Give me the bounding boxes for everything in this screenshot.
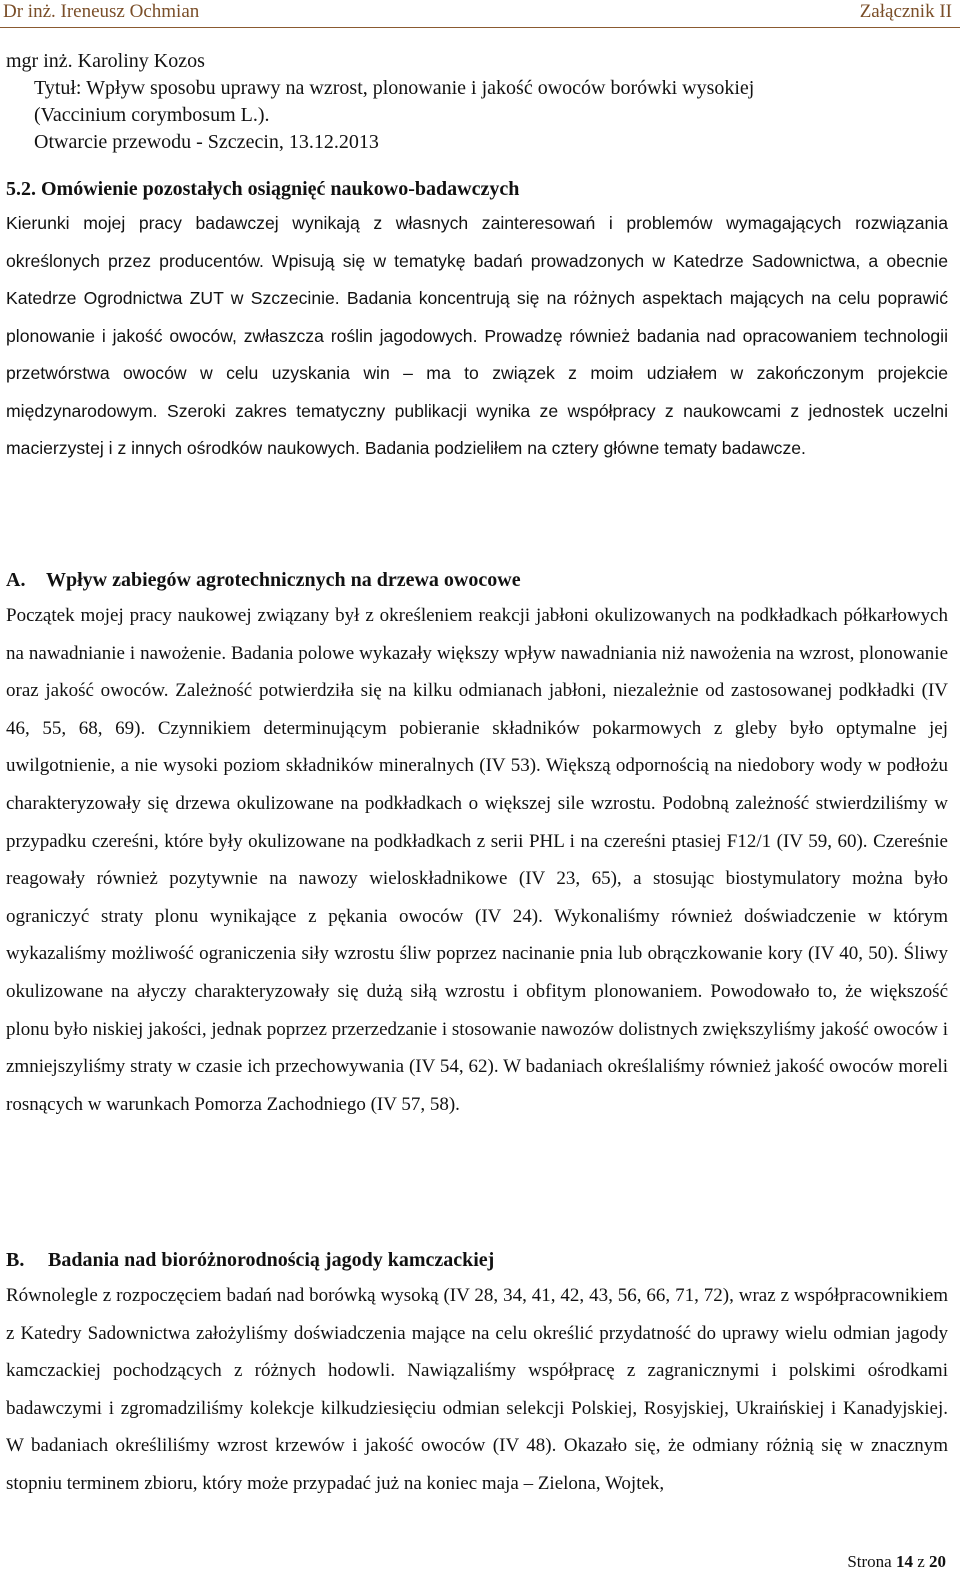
header-attachment: Załącznik II bbox=[859, 1, 952, 22]
thesis-reference bbox=[6, 48, 948, 156]
section-paragraph: Początek mojej pracy naukowej związany był z określeniem reakcji jabłoni okulizowanych na podkładkach półkarłowych na nawadnianie i nawożenie. Badania polowe wykazały większy wpływ nawadniania niż nawożenia na wzrost, plonowanie oraz jakość owoców. Zależność potwierdziła się na kilku odmianach jabłoni, niezależnie od zastosowanej podkładki (IV 46, 55, 68, 69). Czynnikiem determinującym pobieranie składników pokarmowych z gleby było optymalne jej uwilgotnienie, a nie wysoki poziom składników mineralnych (IV 53). Większą odpornością na niedobory wody w podłożu charakteryzowały się drzewa okulizowane na podkładkach o większej sile wzrostu. Podobną zależność stwierdziliśmy w przypadku czereśni, które były okulizowane na podkładkach z serii PHL i na czereśni ptasiej F12/1 (IV 59, 60). Czereśnie reagowały również pozytywnie na nawozy wieloskładnikowe (IV 23, 65), a stosując biostymulatory można było ograniczyć straty plonu wynikające z pękania owoców (IV 24). Wykonaliśmy również doświadczenie w którym wykazaliśmy możliwość ograniczenia siły wzrostu śliw poprzez nacinanie pnia lub obrączkowanie kory (IV 40, 50). Śliwy okulizowane na ałyczy charakteryzowały się dużą siłą wzrostu i obfitym plonowaniem. Powodowało to, że większość plonu było niskiej jakości, jednak poprzez przerzedzanie i stosowanie nawozów dolistnych zwiększyliśmy jakość owoców i zmniejszyliśmy straty w czasie ich przechowywania (IV 54, 62). W badaniach określaliśmy również jakość owoców moreli rosnących w warunkach Pomorza Zachodniego (IV 57, 58). bbox=[6, 605, 948, 1115]
page-separator: z bbox=[917, 1552, 925, 1571]
thesis-title-cont: (Vaccinium corymbosum L.). bbox=[34, 104, 270, 126]
page-number bbox=[847, 1552, 946, 1572]
section-5-2 bbox=[6, 176, 948, 468]
header-author: Dr inż. Ireneusz Ochmian bbox=[3, 1, 200, 22]
section-b bbox=[6, 1245, 948, 1503]
page-prefix: Strona bbox=[847, 1552, 892, 1571]
page-header bbox=[0, 0, 960, 28]
section-paragraph: Równolegle z rozpoczęciem badań nad borówką wysoką (IV 28, 34, 41, 42, 43, 56, 66, 71, 72), wraz z współpracownikiem z Katedry Sadownictwa założyliśmy doświadczenia mające na celu określić przydatność do uprawy wielu odmian jagody kamczackiej pochodzących z różnych hodowli. Nawiązaliśmy współpracę z zagranicznymi i polskimi ośrodkami badawczymi i zgromadziliśmy kolekcje kilkudziesięciu odmian selekcji Polskiej, Rosyjskiej, Ukraińskiej i Kanadyjskiej. W badaniach określiliśmy wzrost krzewów i jakość owoców (IV 48). Okazało się, że odmiany różnią się w znacznym stopniu terminem zbioru, który może przypadać już na koniec maja – Zielona, Wojtek, bbox=[6, 1285, 948, 1494]
thesis-title: Tytuł: Wpływ sposobu uprawy na wzrost, plonowanie i jakość owoców borówki wysokiej bbox=[34, 77, 755, 99]
section-label: A. bbox=[6, 569, 26, 591]
header-divider bbox=[0, 27, 960, 28]
section-title: Wpływ zabiegów agrotechnicznych na drzewa owocowe bbox=[46, 569, 521, 591]
supervisee-name: mgr inż. Karoliny Kozos bbox=[6, 50, 205, 72]
thesis-opening: Otwarcie przewodu - Szczecin, 13.12.2013 bbox=[34, 131, 379, 153]
total-pages: 20 bbox=[929, 1552, 946, 1571]
section-heading: 5.2. Omówienie pozostałych osiągnięć naukowo-badawczych bbox=[6, 178, 520, 200]
section-heading bbox=[6, 565, 948, 595]
section-heading bbox=[6, 1245, 948, 1275]
section-paragraph: Kierunki mojej pracy badawczej wynikają z własnych zainteresowań i problemów wymagających rozwiązania określonych przez producentów. Wpisują się w tematykę badań prowadzonych w Katedrze Sadownictwa, a obecnie Katedrze Ogrodnictwa ZUT w Szczecinie. Badania koncentrują się na różnych aspektach mających na celu poprawić plonowanie i jakość owoców, zwłaszcza roślin jagodowych. Prowadzę również badania nad opracowaniem technologii przetwórstwa owoców w celu uzyskania win – ma to związek z moim udziałem w zakończonym projekcie międzynarodowym. Szeroki zakres tematyczny publikacji wynika ze współpracy z naukowcami z jednostek uczelni macierzystej i z innych ośrodków naukowych. Badania podzieliłem na cztery główne tematy badawcze. bbox=[6, 213, 948, 458]
current-page: 14 bbox=[895, 1552, 913, 1571]
section-a bbox=[6, 565, 948, 1123]
section-label: B. bbox=[6, 1249, 25, 1271]
section-title: Badania nad bioróżnorodnością jagody kamczackiej bbox=[48, 1249, 495, 1271]
